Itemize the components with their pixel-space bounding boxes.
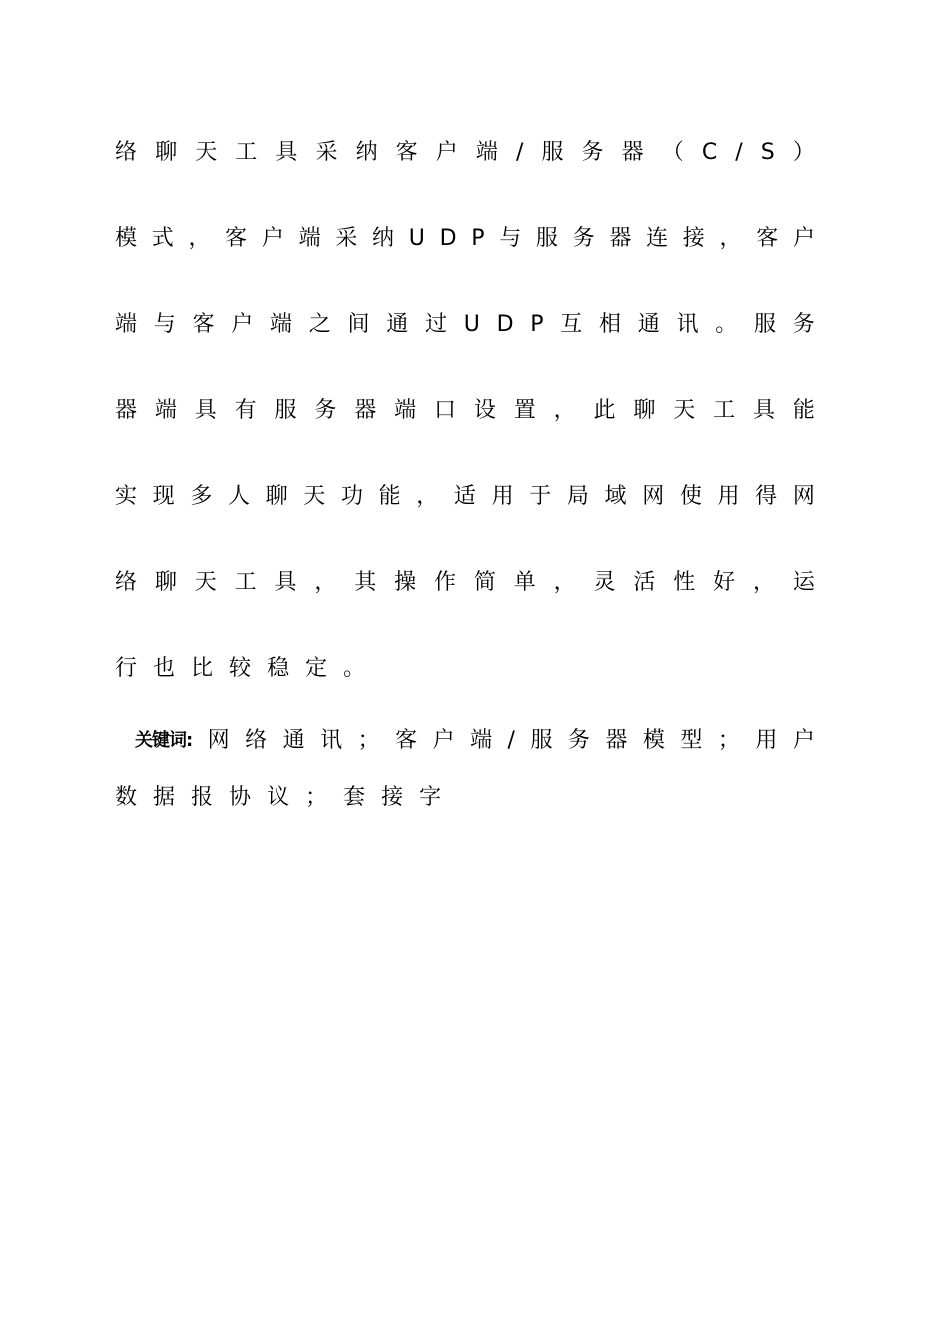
abstract-line: 端 与 客 户 端 之 间 通 过 U D P 互 相 通 讯 。 服 务 <box>115 312 815 337</box>
abstract-line: 络 聊 天 工 具 采 纳 客 户 端 / 服 务 器 （ C / S ） <box>115 140 815 165</box>
keywords-label: 关键词: <box>135 730 193 751</box>
keywords-line-1: 关键词: 网 络 通 讯 ； 客 户 端 / 服 务 器 模 型 ； 用 户 <box>115 724 815 758</box>
abstract-line: 器 端 具 有 服 务 器 端 口 设 置 ， 此 聊 天 工 具 能 <box>115 398 815 423</box>
abstract-line: 模 式 ， 客 户 端 采 纳 U D P 与 服 务 器 连 接 ， 客 户 <box>115 226 815 251</box>
abstract-line: 络 聊 天 工 具 ， 其 操 作 简 单 ， 灵 活 性 好 ， 运 <box>115 570 815 595</box>
abstract-line: 行 也 比 较 稳 定 。 <box>115 656 366 681</box>
keywords-line-2: 数 据 报 协 议 ； 套 接 字 <box>115 785 442 810</box>
abstract-line: 实 现 多 人 聊 天 功 能 ， 适 用 于 局 域 网 使 用 得 网 <box>115 484 815 509</box>
